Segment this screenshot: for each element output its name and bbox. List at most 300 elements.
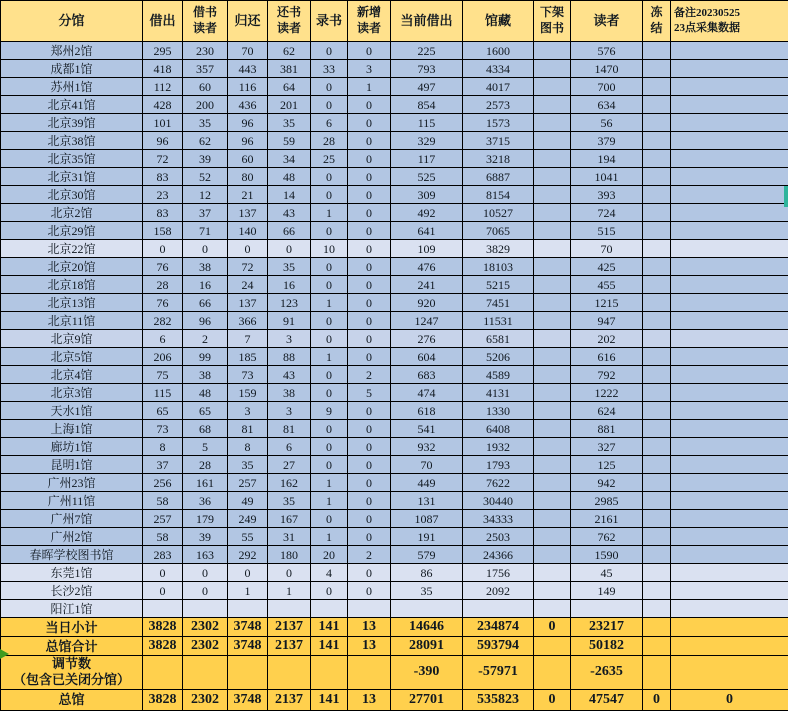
cell-new-readers[interactable]: 0 [348,132,391,150]
cell-record-books[interactable]: 0 [311,582,348,600]
cell-record-books[interactable]: 1 [311,492,348,510]
summary-cell-new-readers[interactable] [348,656,391,690]
summary-cell-current-out[interactable]: 28091 [391,637,463,656]
cell-readers[interactable]: 1470 [571,60,643,78]
cell-removed-books[interactable] [534,402,571,420]
cell-collection[interactable]: 7622 [463,474,534,492]
cell-record-books[interactable]: 1 [311,348,348,366]
cell-note[interactable] [671,528,788,546]
cell-new-readers[interactable]: 1 [348,78,391,96]
cell-record-books[interactable]: 0 [311,384,348,402]
cell-lend-readers[interactable]: 28 [183,456,228,474]
cell-new-readers[interactable]: 0 [348,294,391,312]
branch-name-cell[interactable]: 成都1馆 [1,60,143,78]
cell-current-out[interactable]: 117 [391,150,463,168]
cell-current-out[interactable]: 604 [391,348,463,366]
cell-current-out[interactable]: 476 [391,258,463,276]
cell-return-readers[interactable]: 91 [268,312,311,330]
summary-cell-lend-readers[interactable]: 2302 [183,637,228,656]
cell-new-readers[interactable]: 0 [348,276,391,294]
summary-cell-collection[interactable]: 593794 [463,637,534,656]
branch-name-cell[interactable]: 北京13馆 [1,294,143,312]
cell-lend-readers[interactable]: 163 [183,546,228,564]
cell-collection[interactable]: 2503 [463,528,534,546]
cell-removed-books[interactable] [534,600,571,618]
cell-collection[interactable]: 5206 [463,348,534,366]
cell-readers[interactable]: 194 [571,150,643,168]
cell-collection[interactable]: 3715 [463,132,534,150]
cell-record-books[interactable]: 0 [311,186,348,204]
cell-record-books[interactable]: 0 [311,276,348,294]
cell-lend-readers[interactable]: 5 [183,438,228,456]
cell-record-books[interactable]: 0 [311,96,348,114]
cell-readers[interactable]: 724 [571,204,643,222]
cell-lend[interactable]: 75 [143,366,183,384]
branch-name-cell[interactable]: 北京5馆 [1,348,143,366]
cell-record-books[interactable]: 1 [311,474,348,492]
summary-cell-lend[interactable]: 3828 [143,618,183,637]
cell-record-books[interactable]: 20 [311,546,348,564]
cell-frozen[interactable] [643,492,671,510]
cell-frozen[interactable] [643,384,671,402]
cell-record-books[interactable]: 0 [311,438,348,456]
cell-readers[interactable]: 2985 [571,492,643,510]
cell-return[interactable]: 257 [228,474,268,492]
cell-lend-readers[interactable]: 65 [183,402,228,420]
cell-readers[interactable]: 327 [571,438,643,456]
cell-current-out[interactable]: 70 [391,456,463,474]
column-header-readers[interactable]: 读者 [571,1,643,42]
cell-frozen[interactable] [643,294,671,312]
cell-return[interactable]: 159 [228,384,268,402]
summary-cell-lend[interactable]: 3828 [143,637,183,656]
cell-return-readers[interactable]: 6 [268,438,311,456]
cell-record-books[interactable]: 1 [311,528,348,546]
cell-lend[interactable]: 256 [143,474,183,492]
cell-lend[interactable]: 283 [143,546,183,564]
cell-current-out[interactable]: 683 [391,366,463,384]
branch-name-cell[interactable]: 北京3馆 [1,384,143,402]
cell-lend-readers[interactable]: 35 [183,114,228,132]
cell-frozen[interactable] [643,420,671,438]
cell-collection[interactable]: 30440 [463,492,534,510]
cell-removed-books[interactable] [534,60,571,78]
branch-name-cell[interactable]: 昆明1馆 [1,456,143,474]
cell-lend[interactable]: 257 [143,510,183,528]
cell-return-readers[interactable]: 34 [268,150,311,168]
cell-return-readers[interactable]: 201 [268,96,311,114]
cell-lend-readers[interactable]: 38 [183,366,228,384]
cell-lend[interactable]: 282 [143,312,183,330]
branch-name-cell[interactable]: 北京41馆 [1,96,143,114]
cell-new-readers[interactable]: 0 [348,510,391,528]
cell-return[interactable]: 21 [228,186,268,204]
cell-collection[interactable]: 4017 [463,78,534,96]
summary-cell-frozen[interactable] [643,656,671,690]
branch-name-cell[interactable]: 上海1馆 [1,420,143,438]
cell-note[interactable] [671,600,788,618]
cell-lend-readers[interactable] [183,600,228,618]
cell-lend[interactable]: 76 [143,294,183,312]
cell-removed-books[interactable] [534,366,571,384]
cell-new-readers[interactable]: 3 [348,60,391,78]
cell-collection[interactable]: 1600 [463,42,534,60]
branch-name-cell[interactable]: 北京31馆 [1,168,143,186]
cell-return[interactable]: 1 [228,582,268,600]
cell-lend-readers[interactable]: 357 [183,60,228,78]
cell-readers[interactable]: 379 [571,132,643,150]
cell-lend-readers[interactable]: 39 [183,150,228,168]
cell-frozen[interactable] [643,258,671,276]
cell-current-out[interactable]: 449 [391,474,463,492]
cell-current-out[interactable]: 115 [391,114,463,132]
summary-label-cell[interactable]: 调节数 （包含已关闭分馆） [1,656,143,690]
cell-removed-books[interactable] [534,186,571,204]
cell-readers[interactable]: 2161 [571,510,643,528]
cell-collection[interactable]: 8154 [463,186,534,204]
cell-lend[interactable]: 158 [143,222,183,240]
cell-readers[interactable]: 881 [571,420,643,438]
cell-frozen[interactable] [643,312,671,330]
cell-readers[interactable]: 56 [571,114,643,132]
cell-removed-books[interactable] [534,150,571,168]
cell-readers[interactable]: 762 [571,528,643,546]
cell-new-readers[interactable]: 0 [348,150,391,168]
summary-cell-collection[interactable]: 234874 [463,618,534,637]
cell-lend[interactable]: 58 [143,492,183,510]
cell-note[interactable] [671,420,788,438]
summary-cell-readers[interactable]: 50182 [571,637,643,656]
cell-return-readers[interactable]: 167 [268,510,311,528]
cell-lend-readers[interactable]: 36 [183,492,228,510]
cell-note[interactable] [671,582,788,600]
cell-return[interactable]: 80 [228,168,268,186]
cell-removed-books[interactable] [534,384,571,402]
cell-removed-books[interactable] [534,456,571,474]
cell-frozen[interactable] [643,222,671,240]
branch-name-cell[interactable]: 广州7馆 [1,510,143,528]
cell-collection[interactable]: 6581 [463,330,534,348]
cell-new-readers[interactable]: 0 [348,330,391,348]
cell-collection[interactable]: 24366 [463,546,534,564]
cell-lend[interactable]: 428 [143,96,183,114]
cell-return[interactable]: 70 [228,42,268,60]
cell-readers[interactable]: 425 [571,258,643,276]
cell-readers[interactable]: 1041 [571,168,643,186]
cell-return[interactable]: 35 [228,456,268,474]
cell-new-readers[interactable]: 0 [348,186,391,204]
summary-cell-lend-readers[interactable]: 2302 [183,689,228,710]
cell-removed-books[interactable] [534,582,571,600]
cell-readers[interactable]: 70 [571,240,643,258]
cell-new-readers[interactable]: 2 [348,546,391,564]
cell-return-readers[interactable]: 162 [268,474,311,492]
cell-record-books[interactable]: 9 [311,402,348,420]
cell-current-out[interactable]: 525 [391,168,463,186]
cell-current-out[interactable]: 191 [391,528,463,546]
cell-note[interactable] [671,402,788,420]
cell-frozen[interactable] [643,168,671,186]
cell-removed-books[interactable] [534,510,571,528]
cell-return[interactable]: 0 [228,240,268,258]
cell-return-readers[interactable]: 0 [268,564,311,582]
cell-lend[interactable]: 72 [143,150,183,168]
cell-lend[interactable]: 6 [143,330,183,348]
cell-removed-books[interactable] [534,132,571,150]
cell-new-readers[interactable]: 0 [348,528,391,546]
cell-return[interactable]: 443 [228,60,268,78]
cell-lend[interactable]: 76 [143,258,183,276]
cell-readers[interactable]: 634 [571,96,643,114]
summary-cell-record-books[interactable]: 141 [311,689,348,710]
cell-note[interactable] [671,294,788,312]
cell-return-readers[interactable]: 180 [268,546,311,564]
cell-record-books[interactable]: 33 [311,60,348,78]
column-header-new-readers[interactable]: 新增 读者 [348,1,391,42]
cell-frozen[interactable] [643,204,671,222]
branch-name-cell[interactable]: 天水1馆 [1,402,143,420]
cell-readers[interactable]: 1222 [571,384,643,402]
cell-return-readers[interactable]: 64 [268,78,311,96]
summary-label-cell[interactable]: 当日小计 [1,618,143,637]
summary-cell-frozen[interactable] [643,637,671,656]
column-header-removed-books[interactable]: 下架 图书 [534,1,571,42]
cell-collection[interactable]: 1330 [463,402,534,420]
cell-record-books[interactable]: 0 [311,420,348,438]
summary-cell-return-readers[interactable]: 2137 [268,689,311,710]
cell-return-readers[interactable]: 3 [268,402,311,420]
branch-name-cell[interactable]: 北京39馆 [1,114,143,132]
cell-return-readers[interactable] [268,600,311,618]
cell-note[interactable] [671,204,788,222]
cell-record-books[interactable]: 0 [311,312,348,330]
cell-return-readers[interactable]: 43 [268,366,311,384]
cell-lend[interactable]: 73 [143,420,183,438]
cell-collection[interactable]: 1756 [463,564,534,582]
cell-note[interactable] [671,114,788,132]
cell-frozen[interactable] [643,402,671,420]
cell-note[interactable] [671,78,788,96]
branch-name-cell[interactable]: 北京20馆 [1,258,143,276]
cell-new-readers[interactable]: 0 [348,96,391,114]
cell-current-out[interactable]: 35 [391,582,463,600]
cell-readers[interactable]: 576 [571,42,643,60]
cell-current-out[interactable] [391,600,463,618]
cell-record-books[interactable]: 25 [311,150,348,168]
summary-cell-collection[interactable]: -57971 [463,656,534,690]
cell-return-readers[interactable]: 88 [268,348,311,366]
cell-current-out[interactable]: 86 [391,564,463,582]
cell-return-readers[interactable]: 43 [268,204,311,222]
cell-lend[interactable]: 83 [143,168,183,186]
cell-current-out[interactable]: 541 [391,420,463,438]
cell-note[interactable] [671,492,788,510]
cell-return[interactable]: 366 [228,312,268,330]
cell-lend-readers[interactable]: 66 [183,294,228,312]
cell-new-readers[interactable]: 0 [348,204,391,222]
cell-current-out[interactable]: 932 [391,438,463,456]
cell-frozen[interactable] [643,330,671,348]
cell-frozen[interactable] [643,132,671,150]
branch-name-cell[interactable]: 北京18馆 [1,276,143,294]
cell-collection[interactable]: 34333 [463,510,534,528]
cell-frozen[interactable] [643,600,671,618]
branch-name-cell[interactable]: 广州2馆 [1,528,143,546]
summary-cell-return[interactable]: 3748 [228,689,268,710]
cell-record-books[interactable]: 4 [311,564,348,582]
cell-frozen[interactable] [643,60,671,78]
summary-cell-frozen[interactable] [643,618,671,637]
cell-frozen[interactable] [643,150,671,168]
cell-record-books[interactable]: 0 [311,42,348,60]
cell-new-readers[interactable]: 0 [348,312,391,330]
cell-new-readers[interactable]: 0 [348,420,391,438]
cell-removed-books[interactable] [534,258,571,276]
cell-note[interactable] [671,348,788,366]
cell-note[interactable] [671,474,788,492]
cell-lend[interactable]: 0 [143,582,183,600]
cell-current-out[interactable]: 329 [391,132,463,150]
cell-collection[interactable]: 3218 [463,150,534,168]
cell-note[interactable] [671,510,788,528]
cell-current-out[interactable]: 497 [391,78,463,96]
cell-lend-readers[interactable]: 161 [183,474,228,492]
cell-collection[interactable]: 1793 [463,456,534,474]
summary-cell-new-readers[interactable]: 13 [348,689,391,710]
cell-removed-books[interactable] [534,492,571,510]
summary-cell-current-out[interactable]: 14646 [391,618,463,637]
cell-frozen[interactable] [643,78,671,96]
column-header-lend-readers[interactable]: 借书 读者 [183,1,228,42]
cell-lend-readers[interactable]: 0 [183,582,228,600]
cell-collection[interactable]: 4589 [463,366,534,384]
cell-return[interactable]: 140 [228,222,268,240]
cell-record-books[interactable]: 0 [311,258,348,276]
column-header-current-out[interactable]: 当前借出 [391,1,463,42]
branch-name-cell[interactable]: 北京9馆 [1,330,143,348]
summary-cell-frozen[interactable]: 0 [643,689,671,710]
cell-frozen[interactable] [643,276,671,294]
cell-return[interactable]: 137 [228,204,268,222]
cell-lend[interactable]: 28 [143,276,183,294]
cell-lend[interactable]: 418 [143,60,183,78]
cell-return-readers[interactable]: 59 [268,132,311,150]
summary-cell-new-readers[interactable]: 13 [348,618,391,637]
cell-record-books[interactable]: 0 [311,330,348,348]
cell-new-readers[interactable]: 2 [348,366,391,384]
cell-return[interactable]: 249 [228,510,268,528]
cell-record-books[interactable]: 0 [311,222,348,240]
branch-name-cell[interactable]: 郑州2馆 [1,42,143,60]
cell-note[interactable] [671,258,788,276]
cell-return[interactable]: 55 [228,528,268,546]
cell-lend-readers[interactable]: 52 [183,168,228,186]
cell-frozen[interactable] [643,438,671,456]
cell-current-out[interactable]: 854 [391,96,463,114]
cell-return[interactable]: 72 [228,258,268,276]
cell-readers[interactable]: 515 [571,222,643,240]
cell-collection[interactable] [463,600,534,618]
cell-readers[interactable]: 700 [571,78,643,96]
cell-note[interactable] [671,564,788,582]
cell-lend-readers[interactable]: 0 [183,564,228,582]
cell-record-books[interactable]: 0 [311,366,348,384]
cell-removed-books[interactable] [534,546,571,564]
cell-frozen[interactable] [643,186,671,204]
cell-note[interactable] [671,276,788,294]
summary-cell-new-readers[interactable]: 13 [348,637,391,656]
summary-cell-lend-readers[interactable] [183,656,228,690]
cell-return-readers[interactable]: 0 [268,240,311,258]
cell-removed-books[interactable] [534,420,571,438]
cell-return[interactable]: 24 [228,276,268,294]
cell-return-readers[interactable]: 35 [268,114,311,132]
cell-current-out[interactable]: 1087 [391,510,463,528]
cell-note[interactable] [671,132,788,150]
cell-lend-readers[interactable]: 71 [183,222,228,240]
cell-readers[interactable]: 616 [571,348,643,366]
cell-removed-books[interactable] [534,348,571,366]
cell-return[interactable]: 49 [228,492,268,510]
cell-return[interactable]: 60 [228,150,268,168]
cell-return[interactable]: 185 [228,348,268,366]
cell-new-readers[interactable]: 0 [348,582,391,600]
cell-collection[interactable]: 7451 [463,294,534,312]
cell-current-out[interactable]: 276 [391,330,463,348]
cell-removed-books[interactable] [534,474,571,492]
column-header-lend[interactable]: 借出 [143,1,183,42]
summary-cell-removed-books[interactable]: 0 [534,618,571,637]
cell-note[interactable] [671,438,788,456]
cell-return[interactable]: 292 [228,546,268,564]
summary-cell-record-books[interactable]: 141 [311,637,348,656]
cell-return[interactable]: 8 [228,438,268,456]
cell-lend[interactable]: 58 [143,528,183,546]
cell-return-readers[interactable]: 66 [268,222,311,240]
cell-removed-books[interactable] [534,330,571,348]
cell-readers[interactable]: 1590 [571,546,643,564]
cell-removed-books[interactable] [534,240,571,258]
branch-name-cell[interactable]: 阳江1馆 [1,600,143,618]
cell-return-readers[interactable]: 1 [268,582,311,600]
cell-frozen[interactable] [643,546,671,564]
cell-new-readers[interactable]: 0 [348,42,391,60]
cell-readers[interactable]: 455 [571,276,643,294]
cell-current-out[interactable]: 641 [391,222,463,240]
summary-cell-note[interactable]: 0 [671,689,788,710]
cell-collection[interactable]: 3829 [463,240,534,258]
cell-collection[interactable]: 7065 [463,222,534,240]
branch-name-cell[interactable]: 北京35馆 [1,150,143,168]
cell-removed-books[interactable] [534,78,571,96]
cell-frozen[interactable] [643,528,671,546]
cell-readers[interactable]: 125 [571,456,643,474]
cell-frozen[interactable] [643,510,671,528]
cell-record-books[interactable] [311,600,348,618]
cell-return-readers[interactable]: 31 [268,528,311,546]
cell-return-readers[interactable]: 48 [268,168,311,186]
cell-collection[interactable]: 11531 [463,312,534,330]
summary-cell-note[interactable] [671,618,788,637]
cell-collection[interactable]: 5215 [463,276,534,294]
summary-cell-record-books[interactable] [311,656,348,690]
cell-collection[interactable]: 1573 [463,114,534,132]
cell-readers[interactable]: 947 [571,312,643,330]
cell-new-readers[interactable]: 0 [348,222,391,240]
summary-cell-removed-books[interactable]: 0 [534,689,571,710]
cell-note[interactable] [671,168,788,186]
cell-return-readers[interactable]: 81 [268,420,311,438]
